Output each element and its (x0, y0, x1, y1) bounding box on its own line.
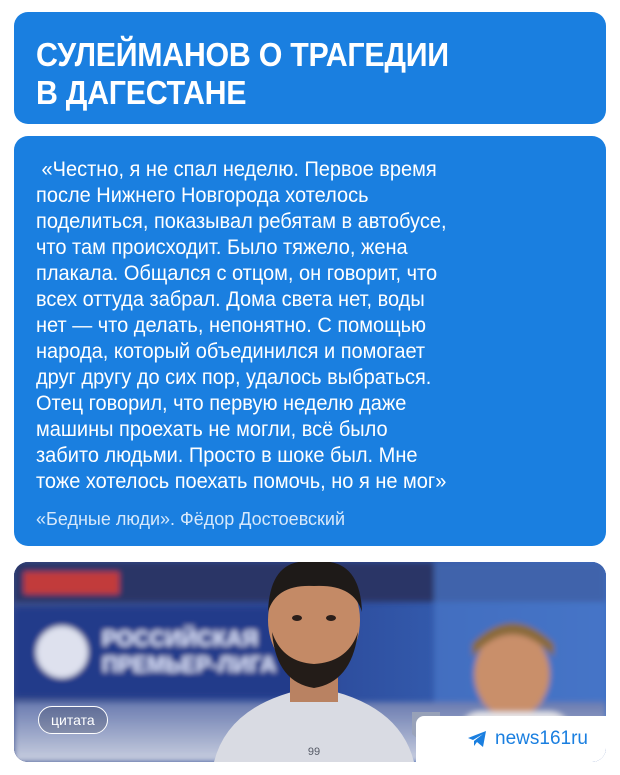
title-card (14, 12, 606, 124)
page-title (36, 36, 540, 112)
quote-line: машины проехать не могли, всё было (36, 417, 388, 441)
telegram-icon (467, 730, 487, 748)
quote-line: нет — что делать, непонятно. С помощью (36, 313, 427, 337)
quote-line: «Честно, я не спал неделю. Первое время (36, 157, 437, 181)
title-line-1: СУЛЕЙМАНОВ О ТРАГЕДИИ (36, 36, 449, 73)
banner-text: ПРЕМЬЕР-ЛИГА (102, 652, 277, 677)
quote-text (36, 156, 585, 494)
banner-text: РОССИЙСКАЯ (102, 626, 258, 651)
quote-card (14, 136, 606, 546)
quote-line: забито людьми. Просто в шоке был. Мне (36, 443, 418, 467)
quote-source: «Бедные люди». Фёдор Достоевский (36, 509, 346, 529)
brand-label: news161ru (495, 728, 588, 749)
quote-line: Отец говорил, что первую неделю даже (36, 391, 407, 415)
quote-line: плакала. Общался с отцом, он говорит, что (36, 261, 438, 285)
quote-line: после Нижнего Новгорода хотелось (36, 183, 369, 207)
quote-line: всех оттуда забрал. Дома света нет, воды (36, 287, 425, 311)
title-line-2: В ДАГЕСТАНЕ (36, 74, 247, 111)
quote-line: что там происходит. Было тяжело, жена (36, 235, 408, 259)
quote-line: поделиться, показывал ребятам в автобусе, (36, 209, 447, 233)
quote-line: друг другу до сих пор, удалось выбраться. (36, 365, 432, 389)
brand-link[interactable] (467, 728, 588, 750)
jersey-number: 99 (307, 746, 321, 758)
player-photo (14, 562, 606, 762)
quote-line: тоже хотелось поехать помочь, но я не мог» (36, 469, 447, 493)
quote-line: народа, который объединился и помогает (36, 339, 426, 363)
tag-badge[interactable]: цитата (38, 706, 108, 734)
